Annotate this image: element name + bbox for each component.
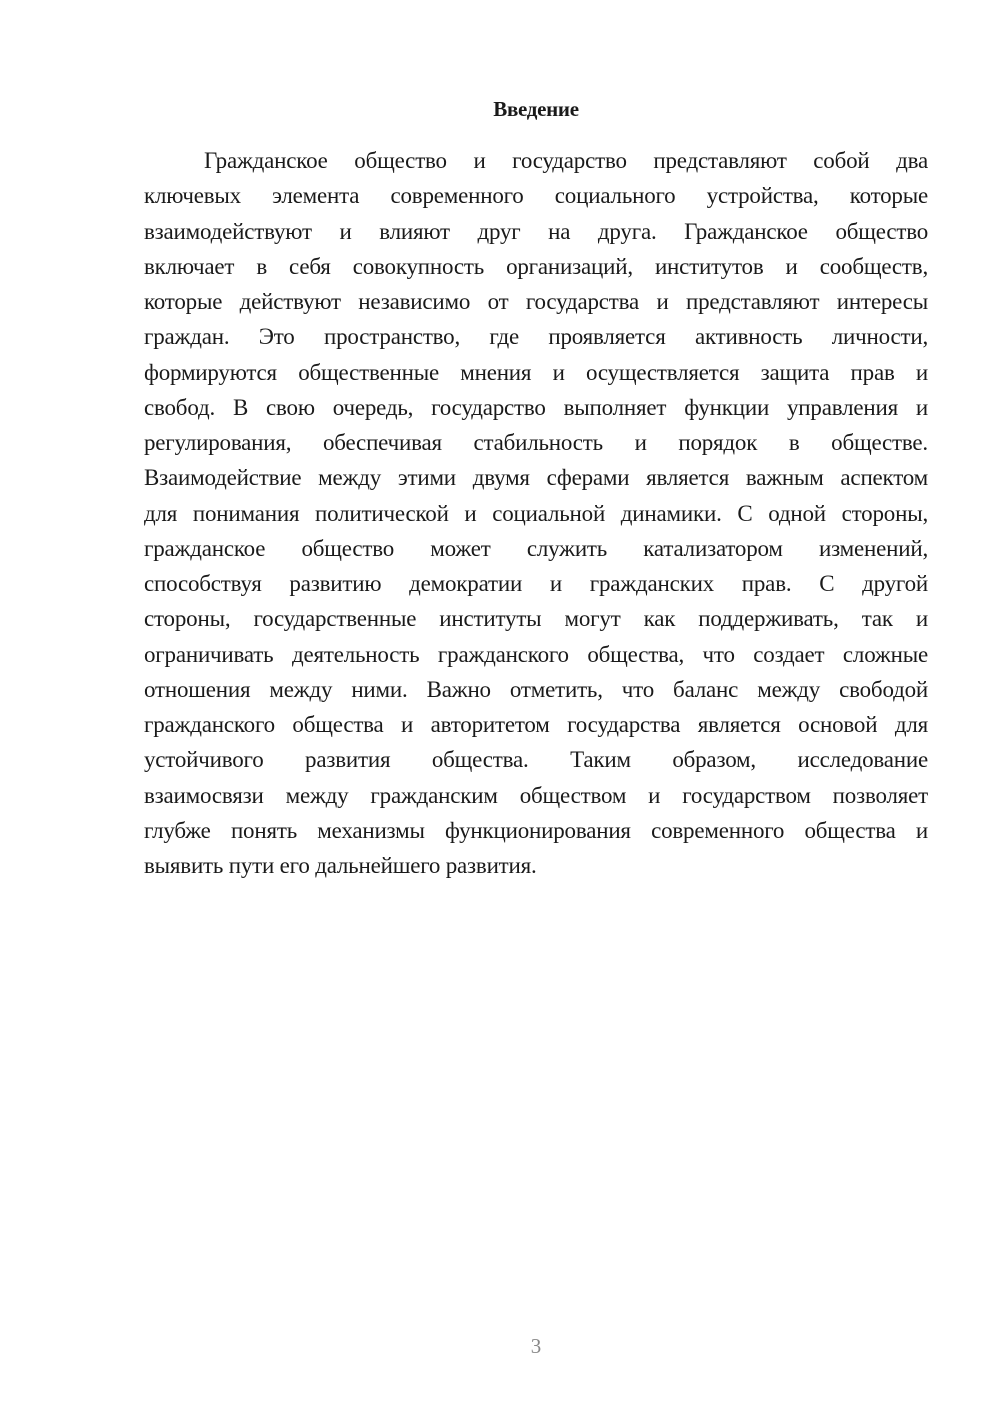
text-line: для понимания политической и социальной динамики. С одной стороны, [144,500,928,526]
section-heading: Введение [493,97,579,121]
text-line: способствуя развитию демократии и гражданских прав. С другой [144,571,928,596]
text-line: взаимосвязи между гражданским обществом и государством позволяет [144,782,928,808]
text-line: гражданское общество может служить катализатором изменений, [144,535,928,561]
text-line: гражданского общества и авторитетом государства является основой для [144,712,928,737]
body-paragraph [144,143,928,883]
page-number: 3 [530,1334,542,1358]
text-line: стороны, государственные институты могут как поддерживать, так и [144,606,928,632]
text-line: граждан. Это пространство, где проявляется активность личности, [144,324,928,350]
text-line: устойчивого развития общества. Таким образом, исследование [144,747,928,773]
text-line: взаимодействуют и влияют друг на друга. Гражданское общество [144,218,928,244]
text-line: отношения между ними. Важно отметить, что баланс между свободой [144,676,928,702]
text-line: ограничивать деятельность гражданского общества, что создает сложные [144,641,928,667]
text-line: свобод. В свою очередь, государство выполняет функции управления и [144,394,928,420]
text-line: глубже понять механизмы функционирования современного общества и [144,817,928,843]
text-line: формируются общественные мнения и осуществляется защита прав и [144,359,928,385]
text-line: Гражданское общество и государство представляют собой два [204,148,928,173]
text-line: Взаимодействие между этими двумя сферами является важным аспектом [144,465,928,491]
text-line: включает в себя совокупность организаций, институтов и сообществ, [144,253,928,279]
text-line: которые действуют независимо от государства и представляют интересы [144,289,928,314]
text-line: выявить пути его дальнейшего развития. [144,853,537,878]
text-line: регулирования, обеспечивая стабильность и порядок в обществе. [144,430,928,455]
text-line: ключевых элемента современного социального устройства, которые [144,183,928,209]
